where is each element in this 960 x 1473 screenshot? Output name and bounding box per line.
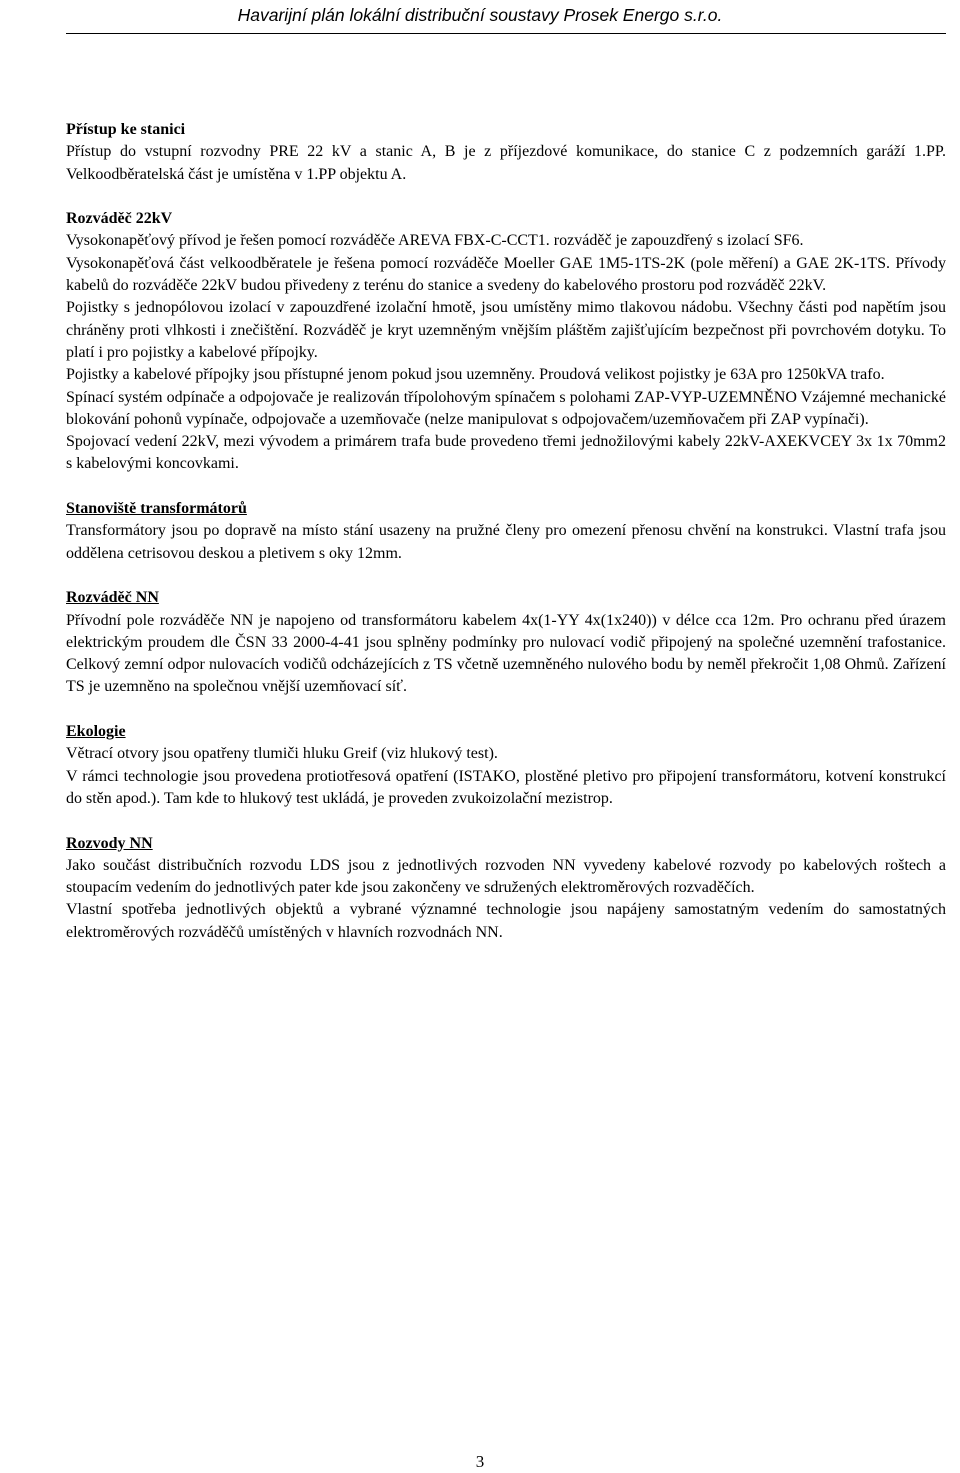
paragraph: Vysokonapěťová část velkoodběratele je řešena pomocí rozváděče Moeller GAE 1M5-1TS-2K (pole měření) a GAE 2K-1TS. Přívody kabelů do rozváděče 22kV budou přivedeny z terénu do stanice a svedeny do kabelového prostoru pod rozváděč 22kV. bbox=[66, 254, 946, 295]
section-heading-pristup: Přístup ke stanici bbox=[66, 121, 186, 138]
paragraph: Přístup do vstupní rozvodny PRE 22 kV a stanic A, B je z příjezdové komunikace, do stanice C z podzemních garáží 1.PP. Velkoodběratelská část je umístěna v 1.PP objektu A. bbox=[66, 143, 946, 183]
paragraph: Vysokonapěťový přívod je řešen pomocí rozváděče AREVA FBX-C-CCT1. rozváděč je zapouzdřený s izolací SF6. bbox=[66, 232, 804, 250]
paragraph: V rámci technologie jsou provedena protiotřesová opatření (ISTAKO, plostěné pletivo pro připojení transformátoru, kotvení konstrukcí do stěn apod.). Tam kde to hlukový test ukládá, je proveden zvukoizolační mezistrop. bbox=[66, 767, 946, 807]
section-heading-rozvadec-22kv: Rozváděč 22kV bbox=[66, 210, 173, 228]
paragraph: Jako součást distribučních rozvodu LDS jsou z jednotlivých rozvoden NN vyvedeny kabelové rozvody po kabelových roštech a stoupacím vedením do jednotlivých pater kde jsou zakončeny ve sdružených elektroměrových rozvaděčích. bbox=[66, 856, 946, 897]
paragraph: Spojovací vedení 22kV, mezi vývodem a primárem trafa bude provedeno třemi jednožilovými kabely 22kV-AXEKVCEY 3x 1x 70mm2 s kabelovými koncovkami. bbox=[66, 433, 946, 473]
paragraph: Větrací otvory jsou opatřeny tlumiči hluku Greif (viz hlukový test). bbox=[66, 745, 498, 763]
paragraph: Transformátory jsou po dopravě na místo stání usazeny na pružné členy pro omezení přenosu chvění na konstrukci. Vlastní trafa jsou oddělena cetrisovou deskou a pletivem s oky 12mm. bbox=[66, 522, 946, 562]
section-heading-rozvody-nn: Rozvody NN bbox=[66, 834, 153, 852]
section-heading-rozvadec-nn: Rozváděč NN bbox=[66, 589, 159, 607]
paragraph: Vlastní spotřeba jednotlivých objektů a vybrané významné technologie jsou napájeny samostatným vedením do samostatných elektroměrových rozváděčů umístěných v hlavních rozvodnách NN. bbox=[66, 901, 946, 941]
document-body bbox=[66, 119, 946, 944]
section-heading-ekologie: Ekologie bbox=[66, 723, 126, 741]
section-heading-stanoviste: Stanoviště transformátorů bbox=[66, 500, 247, 518]
page-header: Havarijní plán lokální distribuční soustavy Prosek Energo s.r.o. bbox=[237, 5, 723, 25]
paragraph: Pojistky s jednopólovou izolací v zapouzdřené izolační hmotě, jsou umístěny mimo tlakovou nádobu. Všechny části pod napětím jsou chráněny proti vlhkosti i znečištění. Rozváděč je kryt uzemněným vnějším pláštěm zajišťujícím bezpečnost při povrchovém dotyku. To platí i pro pojistky a kabelové přípojky. bbox=[66, 299, 946, 361]
paragraph: Přívodní pole rozváděče NN je napojeno od transformátoru kabelem 4x(1-YY 4x(1x240)) v délce cca 12m. Pro ochranu před úrazem elektrickým proudem dle ČSN 33 2000-4-41 jsou splněny podmínky pro nulovací vodič připojený na společné uzemnění trafostanice. Celkový zemní odpor nulovacích vodičů odcházejících z TS včetně uzemněného nulového bodu by neměl překročit 1,08 Ohmů. Zařízení TS je uzemněno na společnou vnější uzemňovací síť. bbox=[66, 611, 946, 696]
page-number: 3 bbox=[475, 1452, 485, 1471]
paragraph: Pojistky a kabelové přípojky jsou přístupné jenom pokud jsou uzemněny. Proudová velikost pojistky je 63A pro 1250kVA trafo. bbox=[66, 366, 885, 384]
header-divider bbox=[66, 33, 946, 34]
paragraph: Spínací systém odpínače a odpojovače je realizován třípolohovým spínačem s polohami ZAP-VYP-UZEMNĚNO Vzájemné mechanické blokování pohonů vypínače, odpojovače a uzemňovače (nelze manipulovat s odpojovačem/uzemňovačem při ZAP vypínači). bbox=[66, 388, 946, 428]
